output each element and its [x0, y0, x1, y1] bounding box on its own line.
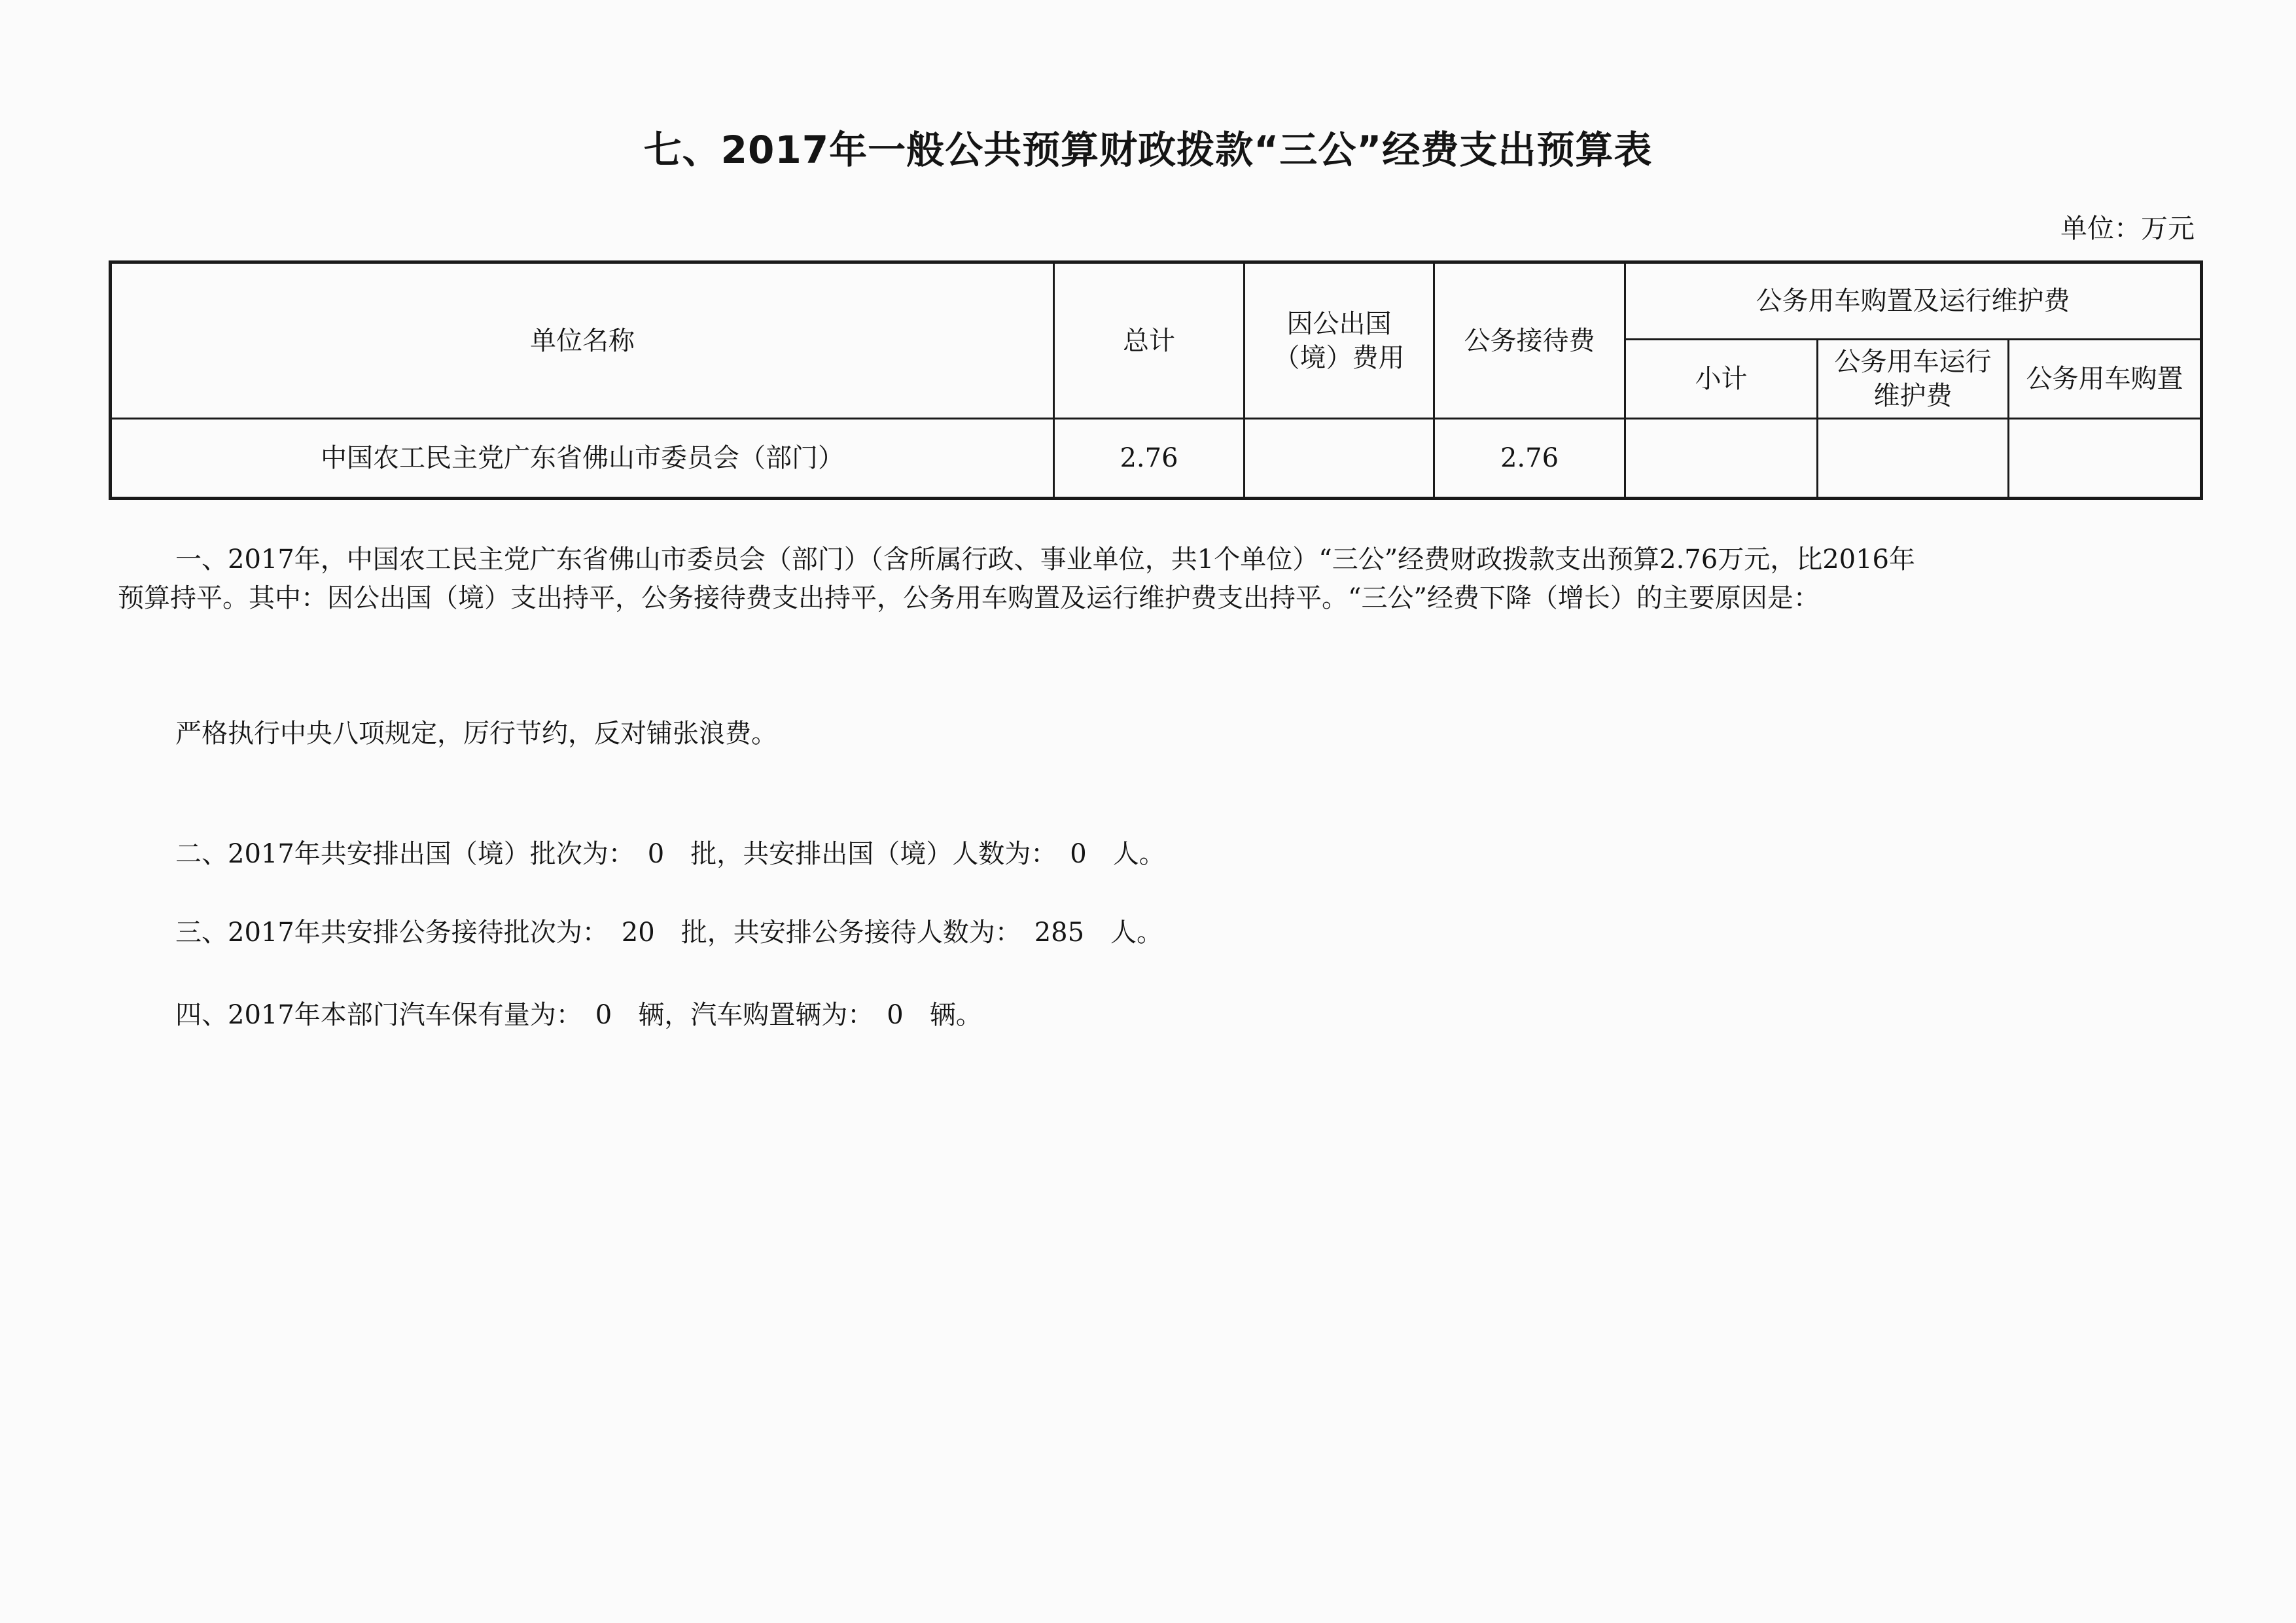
paragraph-2: 二、2017年共安排出国（境）批次为： 0 批，共安排出国（境）人数为： 0 人。 — [175, 839, 1165, 869]
cell-vehicle-purchase — [2009, 419, 2202, 499]
paragraph-1-line-2: 预算持平。其中：因公出国（境）支出持平，公务接待费支出持平，公务用车购置及运行维护费支出持平。“三公”经费下降（增长）的主要原因是： — [118, 583, 1820, 613]
header-total: 总计 — [1054, 262, 1245, 419]
budget-table — [109, 260, 2203, 500]
paragraph-1-line-1: 一、2017年，中国农工民主党广东省佛山市委员会（部门）（含所属行政、事业单位，共1个单位）“三公”经费财政拨款支出预算2.76万元，比2016年 — [175, 544, 1916, 575]
header-vehicle-operation: 公务用车运行 维护费 — [1818, 340, 2009, 419]
header-vehicle-purchase: 公务用车购置 — [2009, 340, 2202, 419]
cell-vehicle-operation — [1818, 419, 2009, 499]
header-row — [111, 262, 2202, 340]
cell-total: 2.76 — [1054, 419, 1245, 499]
paragraph-3: 三、2017年共安排公务接待批次为： 20 批，共安排公务接待人数为： 285 人。 — [175, 918, 1163, 948]
cell-reception: 2.76 — [1434, 419, 1625, 499]
header-vehicle-group: 公务用车购置及运行维护费 — [1625, 262, 2202, 340]
paragraph-4: 四、2017年本部门汽车保有量为： 0 辆，汽车购置辆为： 0 辆。 — [175, 1000, 982, 1030]
cell-overseas — [1245, 419, 1434, 499]
header-overseas: 因公出国 （境）费用 — [1245, 262, 1434, 419]
cell-subtotal — [1625, 419, 1818, 499]
header-reception: 公务接待费 — [1434, 262, 1625, 419]
document-title: 七、2017年一般公共预算财政拨款“三公”经费支出预算表 — [643, 128, 1653, 172]
table-row — [111, 419, 2202, 499]
reason-text: 严格执行中央八项规定，厉行节约，反对铺张浪费。 — [175, 719, 777, 749]
cell-unit-name: 中国农工民主党广东省佛山市委员会（部门） — [111, 419, 1054, 499]
header-subtotal: 小计 — [1625, 340, 1818, 419]
unit-label: 单位：万元 — [2060, 213, 2195, 244]
header-unit-name: 单位名称 — [111, 262, 1054, 419]
